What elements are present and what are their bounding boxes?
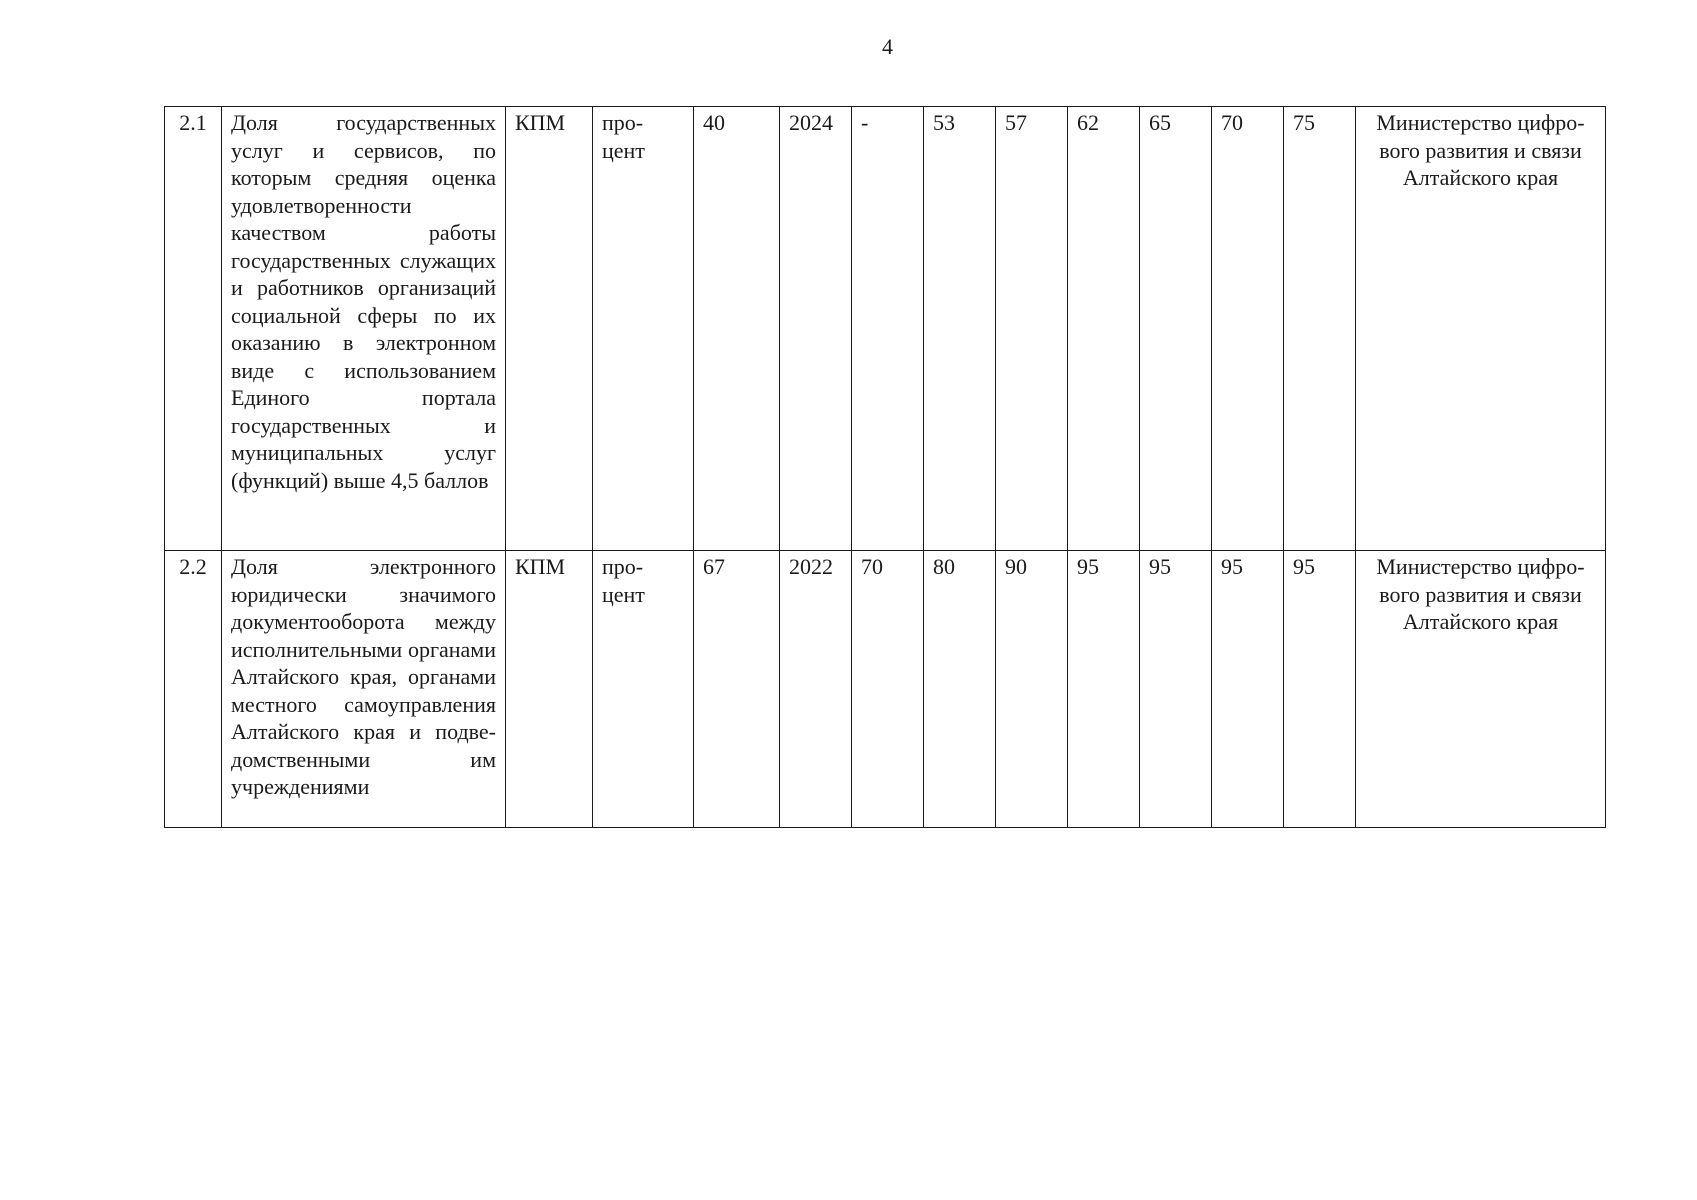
year-value: 95 [1068,551,1140,828]
indicator-name: Доля электронного юридически значимого документооборота между исполнительными органами Алтайского края, органами местного самоуправления Алтайского края и подведомственными им учреждениями [222,551,506,828]
year-value: 95 [1284,551,1356,828]
year-value: 95 [1212,551,1284,828]
unit-of-measure: про- цент [593,107,694,551]
table-row [165,551,1606,828]
year-value: 70 [1212,107,1284,551]
row-number: 2.1 [165,107,222,551]
year-value: 70 [852,551,924,828]
year-value: 90 [996,551,1068,828]
base-value: 40 [694,107,780,551]
year-value: 57 [996,107,1068,551]
table-row [165,107,1606,551]
indicator-level: КПМ [506,107,593,551]
year-value: 62 [1068,107,1140,551]
year-value: - [852,107,924,551]
year-value: 65 [1140,107,1212,551]
indicator-level: КПМ [506,551,593,828]
indicators-table [164,106,1606,828]
responsible-body: Министерство цифро- вого развития и связи Алтайского края [1356,107,1606,551]
year-value: 95 [1140,551,1212,828]
base-year: 2024 [780,107,852,551]
responsible-body: Министерство цифро- вого развития и связи Алтайского края [1356,551,1606,828]
row-number: 2.2 [165,551,222,828]
base-year: 2022 [780,551,852,828]
year-value: 80 [924,551,996,828]
base-value: 67 [694,551,780,828]
unit-of-measure: про- цент [593,551,694,828]
indicator-name: Доля государственных услуг и сервисов, по которым средняя оценка удовлетворенности качеством работы государственных служащих и работников организаций социальной сферы по их оказанию в электронном виде с использованием Единого портала государственных и муниципальных услуг (функций) выше 4,5 баллов [222,107,506,551]
year-value: 75 [1284,107,1356,551]
year-value: 53 [924,107,996,551]
page-number: 4 [882,34,893,59]
